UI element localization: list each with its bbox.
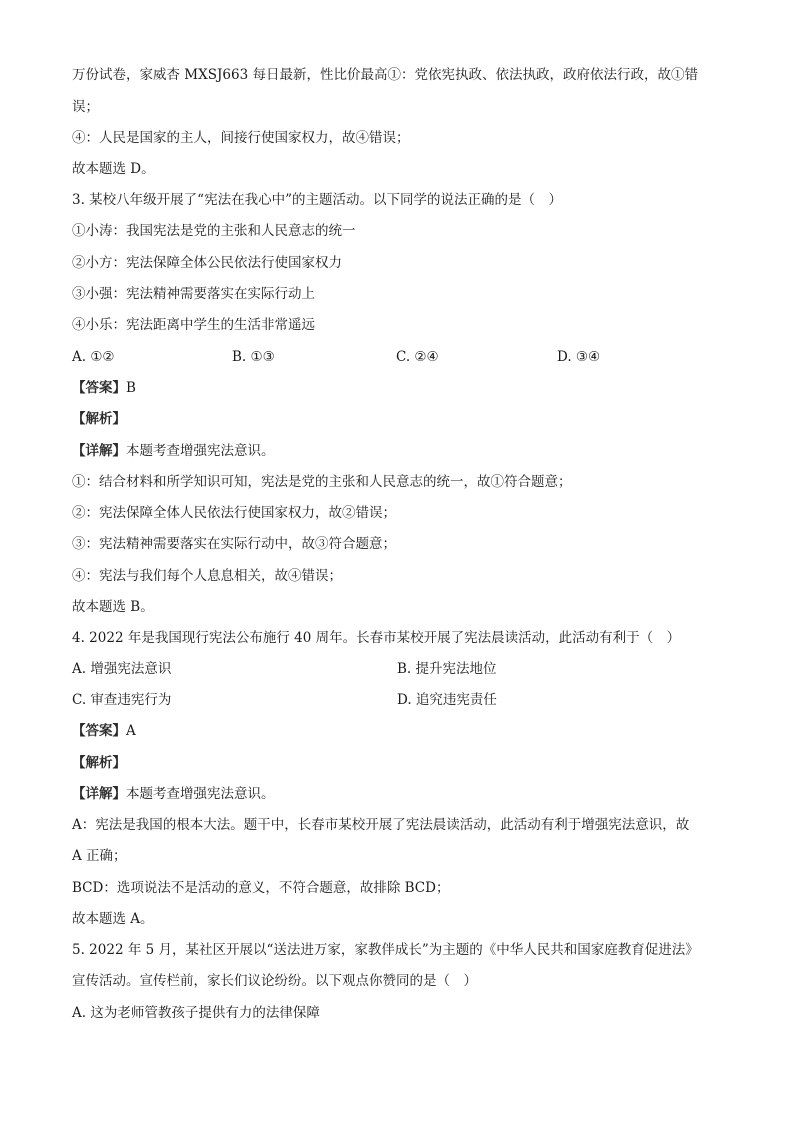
- question-3-explanation-2: ②：宪法保障全体人民依法行使国家权力，故②错误；: [72, 505, 396, 521]
- analysis-label: 【解析】: [72, 755, 126, 771]
- question-3-stem: 3. 某校八年级开展了“宪法在我心中”的主题活动。以下同学的说法正确的是（ ）: [72, 192, 562, 208]
- detail-text: 本题考查增强宪法意识。: [126, 443, 275, 459]
- question-4-option-c: C. 审查违宪行为: [72, 692, 172, 708]
- text-line: 误；: [72, 99, 99, 115]
- question-4-stem: 4. 2022 年是我国现行宪法公布施行 40 周年。长春市某校开展了宪法晨读活动，此活动有利于（ ）: [72, 630, 681, 646]
- answer-label: 【答案】: [72, 380, 126, 396]
- text-line: 故本题选 D。: [72, 161, 155, 177]
- question-3-conclusion: 故本题选 B。: [72, 599, 154, 615]
- question-3-option-a: A. ①②: [72, 349, 115, 365]
- question-3-explanation-4: ④：宪法与我们每个人息息相关，故④错误；: [72, 568, 342, 584]
- question-4-explanation-1: A：宪法是我国的根本大法。题干中，长春市某校开展了宪法晨读活动，此活动有利于增强宪法意识，故: [72, 817, 690, 833]
- question-4-option-a: A. 增强宪法意识: [72, 661, 172, 677]
- question-3-statement-2: ②小方：宪法保障全体公民依法行使国家权力: [72, 255, 342, 271]
- question-4-option-b: B. 提升宪法地位: [397, 661, 497, 677]
- question-3-statement-3: ③小强：宪法精神需要落实在实际行动上: [72, 286, 315, 302]
- question-3-option-d: D. ③④: [557, 349, 601, 365]
- question-5-stem-cont: 宣传活动。宣传栏前，家长们议论纷纷。以下观点你赞同的是（ ）: [72, 973, 477, 989]
- text-line: ④：人民是国家的主人，间接行使国家权力，故④错误；: [72, 130, 410, 146]
- question-3-statement-4: ④小乐：宪法距离中学生的生活非常遥远: [72, 317, 315, 333]
- question-3-option-c: C. ②④: [396, 349, 439, 365]
- detail-label: 【详解】: [72, 443, 126, 459]
- question-4-option-d: D. 追究违宪责任: [397, 692, 497, 708]
- question-4-answer: [72, 721, 732, 741]
- question-4-conclusion: 故本题选 A。: [72, 911, 154, 927]
- question-3-explanation-3: ③：宪法精神需要落实在实际行动中，故③符合题意；: [72, 536, 396, 552]
- question-5-option-a: A. 这为老师管教孩子提供有力的法律保障: [72, 1005, 320, 1021]
- question-3-detail: [72, 441, 732, 461]
- detail-text: 本题考查增强宪法意识。: [126, 786, 275, 802]
- analysis-label: 【解析】: [72, 411, 126, 427]
- question-5-stem: 5. 2022 年 5 月，某社区开展以“送法进万家，家教伴成长”为主题的《中华人民共和国家庭教育促进法》: [72, 942, 699, 958]
- detail-label: 【详解】: [72, 786, 126, 802]
- question-3-explanation-1: ①：结合材料和所学知识可知，宪法是党的主张和人民意志的统一，故①符合题意；: [72, 474, 572, 490]
- question-3-option-b: B. ①③: [232, 349, 275, 365]
- answer-label: 【答案】: [72, 723, 126, 739]
- answer-value: B: [126, 380, 136, 396]
- question-4-detail: [72, 784, 732, 804]
- question-4-explanation-2: BCD：选项说法不是活动的意义，不符合题意，故排除 BCD；: [72, 880, 450, 896]
- answer-value: A: [126, 723, 136, 739]
- question-4-analysis-heading: [72, 753, 732, 773]
- question-3-statement-1: ①小涛：我国宪法是党的主张和人民意志的统一: [72, 223, 356, 239]
- question-3-answer: [72, 378, 732, 398]
- question-3-analysis-heading: [72, 409, 732, 429]
- text-line: 万份试卷，家威杏 MXSJ663 每日最新，性比价最高①：党依宪执政、依法执政，政府依法行政，故①错: [72, 67, 698, 83]
- question-4-explanation-1-cont: A 正确；: [72, 848, 127, 864]
